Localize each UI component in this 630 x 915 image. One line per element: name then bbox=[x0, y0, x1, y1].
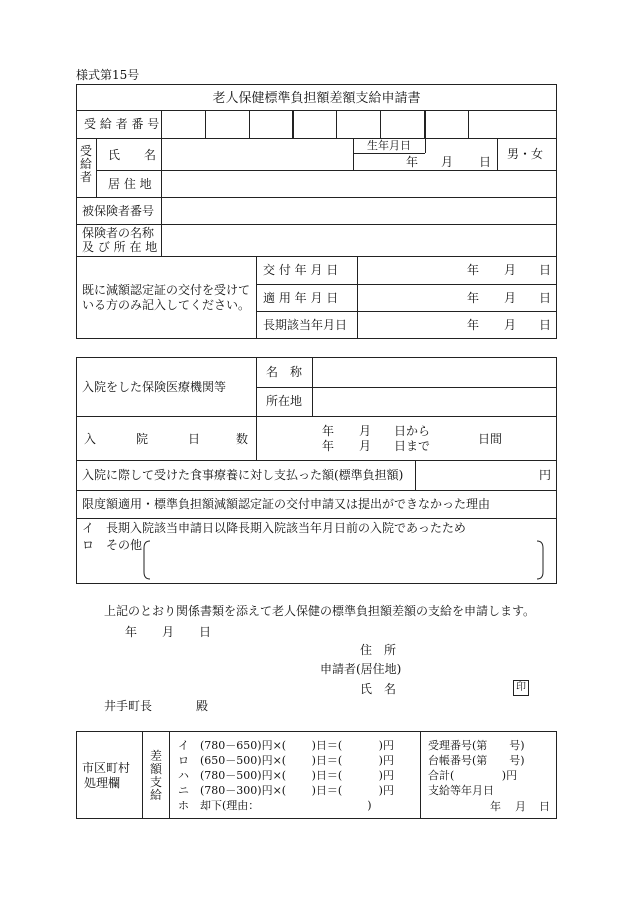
hospital-address-label: 所在地 bbox=[266, 394, 303, 408]
birth-date-label: 生年月日 bbox=[367, 139, 411, 152]
other-reason-field[interactable] bbox=[152, 541, 534, 579]
payment-day: 日 bbox=[539, 800, 550, 813]
meal-cost-label: 入院に際して受けた食事療養に対し支払った額(標準負担額) bbox=[82, 468, 404, 482]
insurer-name-field[interactable] bbox=[162, 225, 557, 255]
hospital-label: 入院をした保険医療機関等 bbox=[82, 380, 227, 394]
applicant-name-field[interactable] bbox=[410, 680, 510, 696]
issue-year: 年 bbox=[467, 263, 480, 277]
payment-month: 月 bbox=[515, 800, 526, 813]
apply-date-label: 適 用 年 月 日 bbox=[263, 291, 339, 305]
name-label: 氏 名 bbox=[108, 148, 157, 162]
long-term-year: 年 bbox=[467, 318, 480, 332]
applicant-label: 申請者(居住地) bbox=[320, 662, 402, 676]
long-term-date-label: 長期該当年月日 bbox=[263, 318, 348, 332]
payment-line-ni: ニ (780－300)円×( )日＝( )円 bbox=[178, 784, 394, 797]
office-label-line1: 市区町村 bbox=[82, 761, 131, 775]
reason-option-ro[interactable]: ロ その他 bbox=[82, 538, 143, 552]
from-month: 月 bbox=[359, 424, 372, 438]
insured-number-field[interactable] bbox=[162, 198, 557, 223]
addressee: 井手町長 bbox=[104, 699, 153, 713]
from-year: 年 bbox=[322, 424, 335, 438]
application-year: 年 bbox=[125, 625, 138, 639]
declaration-text: 上記のとおり関係書類を添えて老人保健の標準負担額差額の支給を申請します。 bbox=[104, 604, 536, 618]
address-field[interactable] bbox=[162, 171, 557, 196]
birth-month: 月 bbox=[441, 155, 454, 169]
left-bracket-icon bbox=[143, 540, 151, 580]
sex-selector[interactable]: 男・女 bbox=[507, 147, 544, 161]
applicant-address-label: 住 所 bbox=[360, 643, 397, 657]
certificate-note-line1: 既に減額認定証の交付を受けて bbox=[82, 283, 251, 297]
apply-day: 日 bbox=[539, 291, 552, 305]
insurer-name-label-line1: 保険者の名称 bbox=[82, 226, 155, 240]
payment-year: 年 bbox=[490, 800, 501, 813]
address-label: 居 住 地 bbox=[108, 177, 152, 191]
days-unit: 日間 bbox=[478, 432, 503, 446]
ledger-number: 台帳番号(第 号) bbox=[428, 754, 525, 767]
to-day: 日まで bbox=[394, 439, 431, 453]
recipient-group-label: 受 給 者 bbox=[79, 144, 92, 184]
meal-cost-field[interactable] bbox=[416, 461, 556, 489]
issue-date-label: 交 付 年 月 日 bbox=[263, 263, 339, 277]
insurer-name-label-line2: 及 び 所 在 地 bbox=[82, 240, 158, 254]
office-label-line2: 処理欄 bbox=[84, 776, 121, 790]
reason-label: 限度額適用・標準負担額減額認定証の交付申請又は提出ができなかった理由 bbox=[82, 497, 491, 511]
reason-option-i[interactable]: イ 長期入院該当申請日以降長期入院該当年月日前の入院であったため bbox=[82, 521, 466, 535]
application-day: 日 bbox=[199, 625, 212, 639]
apply-year: 年 bbox=[467, 291, 480, 305]
birth-year: 年 bbox=[406, 155, 419, 169]
issue-month: 月 bbox=[504, 263, 517, 277]
hospital-name-field[interactable] bbox=[313, 358, 556, 386]
birth-day: 日 bbox=[479, 155, 492, 169]
issue-day: 日 bbox=[539, 263, 552, 277]
hospital-address-field[interactable] bbox=[313, 388, 556, 415]
apply-month: 月 bbox=[504, 291, 517, 305]
seal-mark: 印 bbox=[513, 680, 529, 696]
certificate-note-line2: いる方のみ記入してください。 bbox=[82, 298, 251, 312]
meal-cost-unit: 円 bbox=[539, 468, 552, 482]
payment-line-ro: ロ (650－500)円×( )日＝( )円 bbox=[178, 754, 394, 767]
payment-label: 差 額 支 給 bbox=[149, 749, 162, 802]
payment-line-ha: ハ (780－500)円×( )日＝( )円 bbox=[178, 769, 394, 782]
application-month: 月 bbox=[162, 625, 175, 639]
payment-date-label: 支給等年月日 bbox=[428, 784, 494, 797]
honorific: 殿 bbox=[196, 699, 209, 713]
right-bracket-icon bbox=[536, 540, 544, 580]
form-title: 老人保健標準負担額差額支給申請書 bbox=[212, 91, 421, 106]
name-field[interactable] bbox=[162, 139, 352, 169]
long-term-day: 日 bbox=[539, 318, 552, 332]
payment-line-ho: ホ 却下(理由： ) bbox=[178, 799, 372, 812]
hospital-name-label: 名 称 bbox=[266, 365, 303, 379]
long-term-month: 月 bbox=[504, 318, 517, 332]
from-day: 日から bbox=[394, 424, 431, 438]
applicant-name-label: 氏 名 bbox=[360, 682, 397, 696]
payment-line-i: イ (780－650)円×( )日＝( )円 bbox=[178, 739, 394, 752]
insured-number-label: 被保険者番号 bbox=[82, 204, 155, 218]
recipient-number-field[interactable] bbox=[162, 111, 557, 137]
to-month: 月 bbox=[359, 439, 372, 453]
recipient-number-label: 受 給 者 番 号 bbox=[84, 117, 160, 131]
to-year: 年 bbox=[322, 439, 335, 453]
total-amount: 合計( )円 bbox=[428, 769, 518, 782]
receipt-number: 受理番号(第 号) bbox=[428, 739, 525, 752]
form-number: 様式第15号 bbox=[76, 68, 140, 82]
